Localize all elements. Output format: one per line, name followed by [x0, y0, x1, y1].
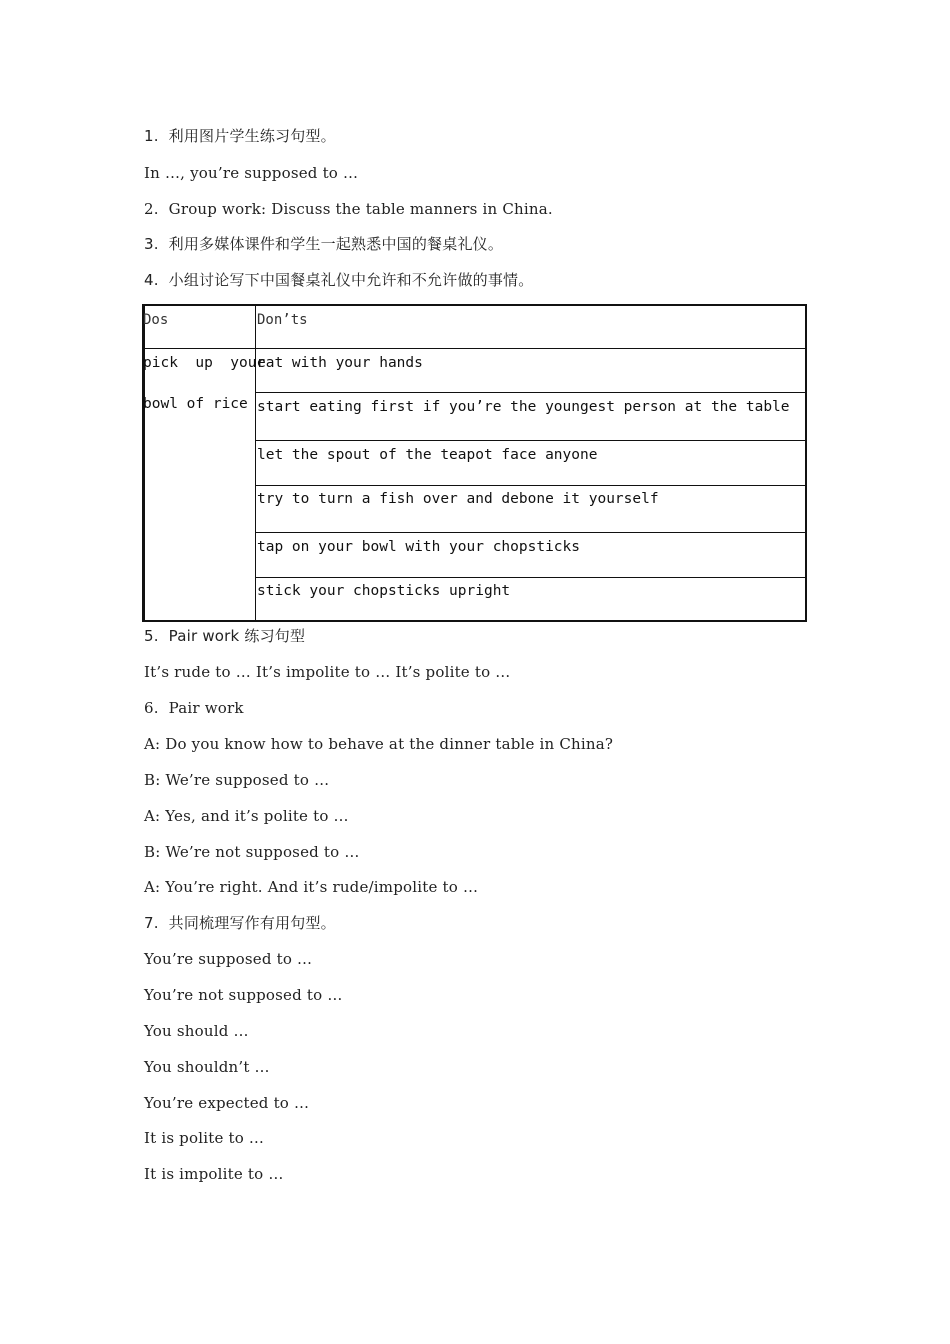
table-row-divider	[255, 577, 807, 578]
donts-item: try to turn a fish over and debone it yourself	[257, 491, 659, 507]
step-7: 7. 共同梳理写作有用句型。	[144, 914, 336, 932]
step-3: 3. 利用多媒体课件和学生一起熟悉中国的餐桌礼仪。	[144, 235, 504, 253]
table-row-divider	[255, 440, 807, 441]
dos-item-line-1: pick up your	[143, 355, 266, 371]
table-header-dos: Dos	[143, 312, 169, 328]
donts-item: tap on your bowl with your chopsticks	[257, 539, 581, 555]
useful-pattern: You should …	[144, 1022, 249, 1040]
donts-item: let the spout of the teapot face anyone	[257, 447, 598, 463]
step-1: 1. 利用图片学生练习句型。	[144, 127, 336, 145]
dialogue-line: A: You’re right. And it’s rude/impolite to …	[144, 878, 479, 896]
table-column-divider	[255, 304, 256, 622]
donts-item: stick your chopsticks upright	[257, 583, 511, 599]
step-2: 2. Group work: Discuss the table manners in China.	[144, 200, 553, 218]
dialogue-line: A: Yes, and it’s polite to …	[144, 807, 349, 825]
table-header-donts: Don’ts	[257, 312, 308, 328]
donts-item: start eating first if you’re the youngest person at the table	[257, 399, 790, 415]
table-row-divider	[255, 532, 807, 533]
dos-item-line-2: bowl of rice	[143, 396, 248, 412]
donts-item: eat with your hands	[257, 355, 423, 371]
table-row-divider	[255, 392, 807, 393]
pattern-in: In …, you’re supposed to …	[144, 164, 359, 182]
useful-pattern: You shouldn’t …	[144, 1058, 270, 1076]
step-4: 4. 小组讨论写下中国餐桌礼仪中允许和不允许做的事情。	[144, 271, 534, 289]
step-6: 6. Pair work	[144, 699, 244, 717]
useful-pattern: You’re expected to …	[144, 1094, 310, 1112]
dialogue-line: A: Do you know how to behave at the dinner table in China?	[144, 735, 614, 753]
useful-pattern: You’re not supposed to …	[144, 986, 343, 1004]
useful-pattern: It is impolite to …	[144, 1165, 284, 1183]
dialogue-line: B: We’re not supposed to …	[144, 843, 360, 861]
dialogue-line: B: We’re supposed to …	[144, 771, 330, 789]
table-header-divider	[142, 348, 807, 349]
useful-pattern: You’re supposed to …	[144, 950, 313, 968]
pattern-rude-polite: It’s rude to … It’s impolite to … It’s polite to …	[144, 663, 511, 681]
table-row-divider	[255, 485, 807, 486]
useful-pattern: It is polite to …	[144, 1129, 265, 1147]
step-5: 5. Pair work 练习句型	[144, 627, 306, 645]
